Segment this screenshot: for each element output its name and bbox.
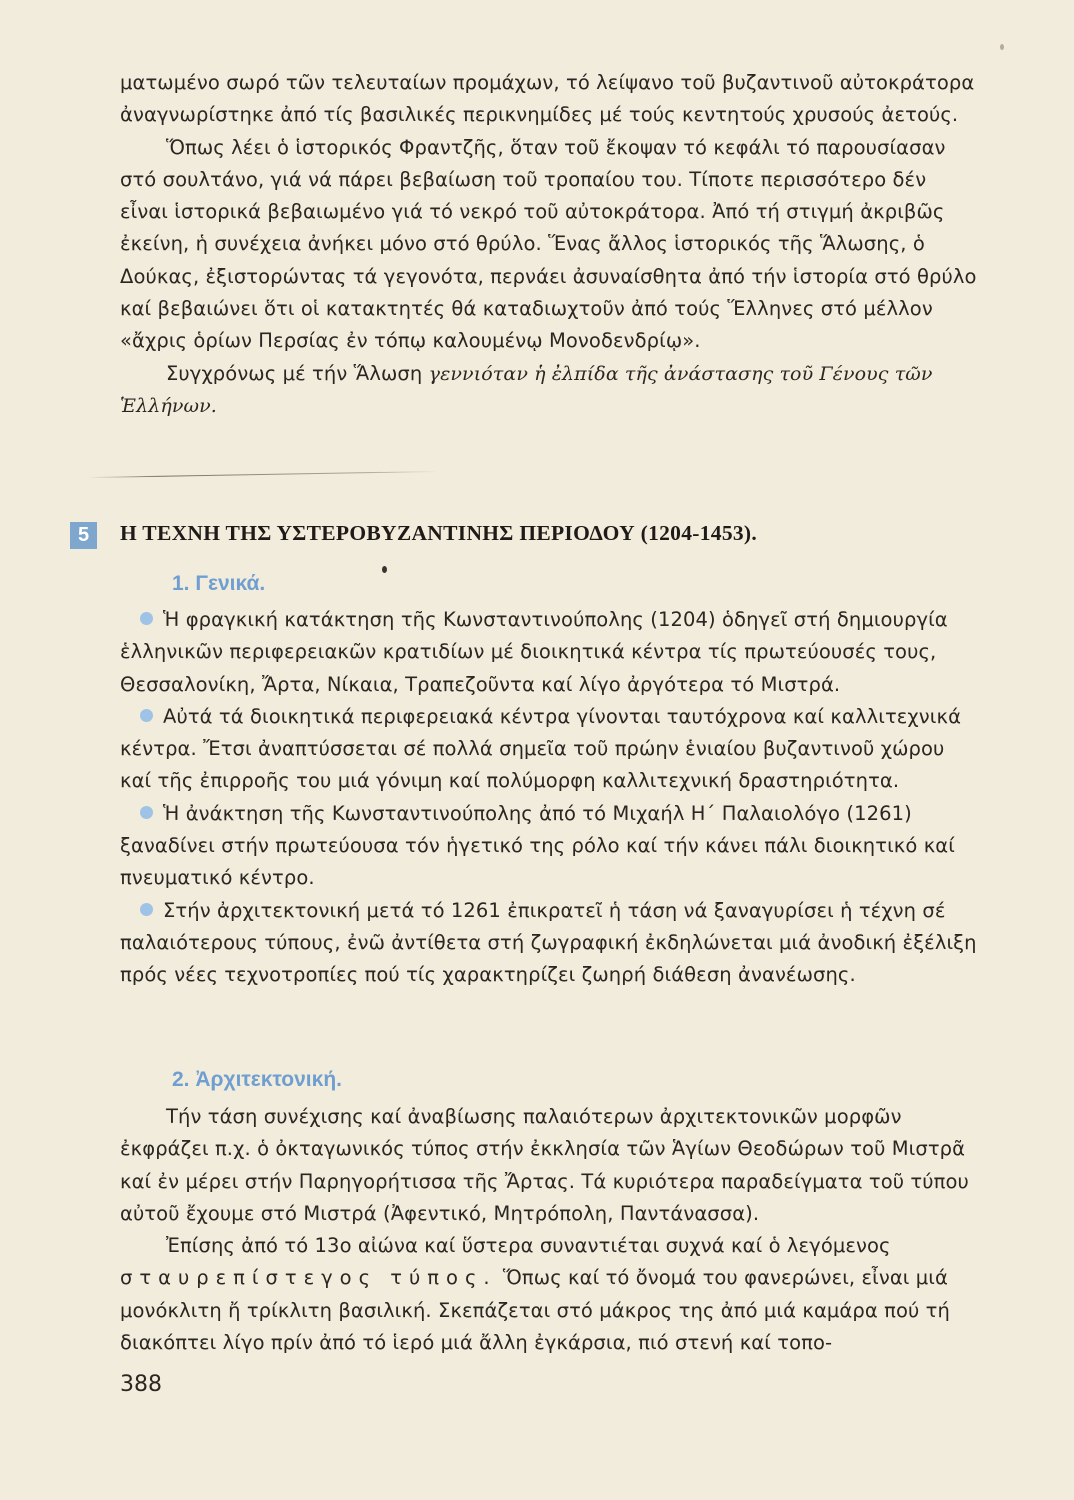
subheading-architecture: 2. Ἀρχιτεκτονική.: [172, 1068, 342, 1091]
paragraph-frantzis: Ὅπως λέει ὁ ἱστορικός Φραντζῆς, ὅταν τοῦ ἔκοψαν τό κεφάλι τό παρουσίασαν στό σουλτάνο, γιά νά πάρει βεβαίωση τοῦ τροπαίου του. Τίποτε περισσότερο δέν εἶναι ἱστορικά βεβαιωμένο γιά τό νεκρό τοῦ αὐτοκράτορα. Ἀπό τή στιγμή ἀκριβῶς ἐκείνη, ἡ συνέχεια ἀνήκει μόνο στό θρύλο. Ἕνας ἄλλος ἱστορικός τῆς Ἅλωσης, ὁ Δούκας, ἐξιστορώντας τά γεγονότα, περνάει ἀσυναίσθητα ἀπό τήν ἱστορία στό θρύλο καί βεβαιώνει ὅτι οἱ κατακτητές θά καταδιωχτοῦν ἀπό τούς Ἕλληνες στό μέλλον «ἄχρις ὁρίων Περσίας ἐν τόπῳ καλουμένῳ Μονοδενδρίῳ».: [120, 135, 977, 353]
subheading-general: 1. Γενικά.: [172, 572, 266, 595]
general-bullets: [120, 604, 978, 992]
bullet-dot-icon: [140, 709, 153, 722]
closing-italic: γεννιόταν ἡ ἐλπίδα τῆς ἀνάστασης τοῦ Γένους τῶν Ἑλλήνων.: [120, 362, 933, 417]
architecture-text: [120, 1101, 978, 1359]
bullet-text: Ἡ φραγκική κατάκτηση τῆς Κωνσταντινούπολης (1204) ὁδηγεῖ στή δημιουργία ἑλληνικῶν περιφερειακῶν κρατιδίων μέ διοικητικά κέντρα τίς πρωτεύουσές τους, Θεσσαλονίκη, Ἄρτα, Νίκαια, Τραπεζοῦντα καί λίγο ἀργότερα τό Μιστρά.: [120, 608, 948, 696]
bullet-paragraph: [120, 604, 978, 701]
bullet-text: Στήν ἀρχιτεκτονική μετά τό 1261 ἐπικρατεῖ ἡ τάση νά ξαναγυρίσει ἡ τέχνη σέ παλαιότερους τύπους, ἐνῶ ἀντίθετα στή ζωγραφική ἐκδηλώνεται μιά ἀνοδική ἐξέλιξη πρός νέες τεχνοτροπίες πού τίς χαρακτηρίζει ζωηρή διάθεση ἀνανέωσης.: [120, 898, 977, 987]
para2-end: Ὅπως καί τό ὄνομά του φανερώνει, εἶναι μιά μονόκλιτη ἤ τρίκλιτη βασιλική. Σκεπάζεται στό μάκρος της ἀπό μιά καμάρα πού τή διακόπτει λίγο πρίν ἀπό τό ἱερό μιά ἄλλη ἐγκάρσια, πιό στενή καί τοπο-: [120, 1266, 950, 1355]
para2-start: Ἐπίσης ἀπό τό 13ο αἰώνα καί ὕστερα συναντιέται συχνά καί ὁ λεγόμενος: [166, 1234, 891, 1258]
bullet-dot-icon: [140, 806, 153, 819]
section-number-badge: 5: [70, 522, 97, 549]
closing-plain: Συγχρόνως μέ τήν Ἅλωση: [166, 361, 429, 385]
paragraph-architecture-2: [120, 1230, 978, 1359]
section-divider: [88, 471, 438, 478]
paper-speck: [382, 566, 387, 573]
bullet-paragraph: [120, 701, 978, 798]
top-text: [120, 67, 978, 422]
bullet-dot-icon: [140, 612, 153, 625]
section-title: Η ΤΕΧΝΗ ΤΗΣ ΥΣΤΕΡΟΒΥΖΑΝΤΙΝΗΣ ΠΕΡΙΟΔΟΥ (1204-1453).: [120, 521, 758, 545]
paper-speck: [1000, 44, 1004, 50]
paragraph-architecture-1: Τήν τάση συνέχισης καί ἀναβίωσης παλαιότερων ἀρχιτεκτονικῶν μορφῶν ἐκφράζει π.χ. ὁ ὀκταγωνικός τύπος στήν ἐκκλησία τῶν Ἁγίων Θεοδώρων τοῦ Μιστρᾶ καί ἐν μέρει στήν Παρηγορήτισσα τῆς Ἄρτας. Τά κυριότερα παραδείγματα τοῦ τύπου αὐτοῦ ἔχουμε στό Μιστρά (Ἀφεντικό, Μητρόπολη, Παντάνασσα).: [120, 1105, 969, 1225]
bullet-dot-icon: [140, 903, 153, 916]
bullet-paragraph: [120, 798, 978, 895]
term-stavrepistegos: σταυρεπίστεγος τύπος.: [120, 1266, 497, 1290]
page-number: 388: [120, 1372, 162, 1397]
bullet-text: Αὐτά τά διοικητικά περιφερειακά κέντρα γίνονται ταυτόχρονα καί καλλιτεχνικά κέντρα. Ἔτσι ἀναπτύσσεται σέ πολλά σημεῖα τοῦ πρώην ἑνιαίου βυζαντινοῦ χώρου καί τῆς ἐπιρροῆς του μιά γόνιμη καί πολύμορφη καλλιτεχνική δραστηριότητα.: [120, 704, 962, 793]
bullet-text: Ἡ ἀνάκτηση τῆς Κωνσταντινούπολης ἀπό τό Μιχαήλ Η΄ Παλαιολόγο (1261) ξαναδίνει στήν πρωτεύουσα τόν ἡγετικό της ρόλο καί τήν κάνει πάλι διοικητικό καί πνευματικό κέντρο.: [120, 801, 955, 890]
paragraph-closing: [120, 358, 978, 423]
bullet-paragraph: [120, 895, 978, 992]
paragraph-continuation: ματωμένο σωρό τῶν τελευταίων προμάχων, τό λείψανο τοῦ βυζαντινοῦ αὐτοκράτορα ἀναγνωρίστηκε ἀπό τίς βασιλικές περικνημίδες μέ τούς κεντητούς χρυσούς ἀετούς.: [120, 71, 975, 127]
